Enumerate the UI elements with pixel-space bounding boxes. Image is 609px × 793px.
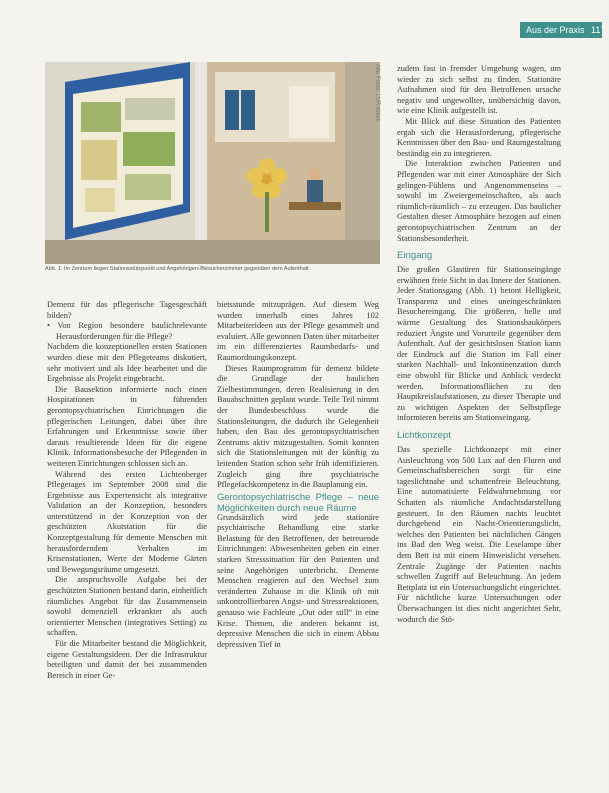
paragraph: Mit Blick auf diese Situation des Patienten ergab sich die Herausforderung, pflegerische Kenntnissen über den Bau- und Raumgestaltung beständig ein zu integrieren.: [397, 116, 561, 158]
section-header: [520, 22, 606, 38]
paragraph: Nachdem die konzeptionellen ersten Stationen wurden diese mit den Pflegeteams diskutiert, sehr motiviert und als Idee bearbeitet und die Ergebnisse als Projekt eingebracht.: [47, 342, 207, 384]
section-heading: Lichtkonzept: [397, 430, 451, 441]
page-number: 117: [591, 25, 606, 35]
paragraph: Während des ersten Lichtenberger Pflegetages im September 2008 sind die Ergebnisse aus Expertensicht als integrative Validation an der Konzeption, besonders unterstützend in der Konzeption von der geschützten Akutstation für die Konzeptgestaltung für demente Menschen mit herausforderndem Verhalten im Krisenstationen, Werte der Moderne Gärten und Bewegungsräume umgesetzt.: [47, 469, 207, 574]
text-column-1: [47, 300, 207, 681]
figure-caption: Abb. 1: Im Zentrum liegen Stationsstützpunkt und Angehörigen-/Besucherzimmer gegenüber dem Aufenthalt.: [45, 266, 311, 272]
photo-credit: Alle Fotos: LVR-Klinik: [374, 64, 380, 122]
paragraph: Die anspruchsvolle Aufgabe bei der geschützten Stationen bestand darin, einheitlich räumliches Angebot für das Zusammensein sowohl demenziell erkrankter als auch orientierter Menschen (integratives Setting) zu schaffen.: [47, 575, 207, 638]
section-heading: Eingang: [397, 250, 433, 262]
paragraph: Demenz für das pflegerische Tagesgeschäft bilden?: [47, 300, 207, 320]
paragraph: Die großen Glastüren für Stationseingänge erwähnen freie Sicht in das Innere der Stationen. Jeder Stationsgang (Abb. 1) betont Helligkeit, Transparenz und eines uneingeschränkten Besuchereingang. Die größeren, helle und wärme Gestaltung des Stationsbaukörpers reduziert Ängste und Vorurteile gegenüber dem Aufenthalt. Auf der gesichtslosen Station kann der Eindruck auf die Station im Fall einer starken Nachhall- und Inkontinenzation durch eine obwohl für Blicke und Anblick verdeckt werden. Informationsflächen zu den Hauptkreislaufstationen, zu dieser Therapie und zu wichtigen Aspekten der Selbstpflege informieren bereits am Stationseingang.: [397, 265, 561, 423]
photo-illustration: [45, 62, 380, 264]
paragraph: Für die Mitarbeiter bestand die Möglichkeit, eigene Gestaltungsideen. Der die Infrastruktur beteiligten und damit der bei zusammenden Bereich in einer Ge-: [47, 639, 207, 680]
text-column-2: [217, 300, 379, 650]
bullet-item: • Von Region besondere baulichrelevante Herausforderungen für die Pflege?: [47, 321, 207, 341]
paragraph: Das spezielle Lichtkonzept mit einer Ausleuchtung von 500 Lux auf den Fluren und Gemeinschaftsbereichen sorgt für eine tageslichtnahe und schattenfreie Beleuchtung. Eine automatisierte Feldwahrnehmung vor Schatten als räumliche Andachtsdarstellung gesteuert. In den Räumen nachts leuchtet durchgehend ein Nacht-Orientierungslicht, welches den Patienten bei nächtlichen Gängen ins Bad den Weg weist. Die Leselampe über dem Bett ist mit einem Hinweislicht versehen. Zentrale Zugänge der Patienten nachts schwellen Zugriff auf Beleuchtung. An jedem Bettplatz ist ein Untersuchungslicht eingerichtet. Für nächtliche kurze Untersuchungen oder Überwachungen ist dies nicht angerichtet Sehr, wodurch die Stö-: [397, 445, 561, 624]
paragraph: Grundsätzlich wird jede stationäre psychiatrische Behandlung eine starke Belastung für den Betroffenen, der betreuende Einrichtungen: Abwesenheiten geben ein einer starken Stresssituation für den Patienten und seine Angehörigen unterbricht. Demente Menschen reagieren auf den Wechsel zum veränderten Zuhause in die Klinik oft mit unkontrollierbaren Angst- und Stressreaktionen, genauso wie Fachleute „Out oder still“ in eine Krise. Themen, die anderen bekannt ist, depressive Menschen die sich in einem Abbau depressiven Tief in: [217, 512, 379, 649]
text-column-3: [397, 64, 561, 625]
paragraph: bietsstunde mitzuprägen. Auf diesem Weg wurden innerhalb eines Jahres 102 Mitarbeiterideen aus der Pflege gesammelt und evaluiert. Alle gewonnen Daten über mitarbeiter im ein differenziertes Raumbedarfs- und Raumordnungskonzept.: [217, 300, 379, 362]
paragraph: Die Interaktion zwischen Patienten und Pflegenden war mit einer Atmosphäre der Sich gelingen-Fühlens und Angenommenseins – sowohl im Zweiergemeinschaften, als auch räumlich-räumlich – zu erzeugen. Das baulicher Gestalten dieser Atmosphäre bezogen auf einen gerontopsychiatrischen Zentrum an der Stationsbesonderheit.: [397, 159, 561, 243]
paragraph: zudem fast in fremder Umgebung wagen, um wieder zu sich selbst zu finden. Stationäre Aufnahmen sind für den Betroffenen ursache negativ und ungewollter, unübersichtig davon, wie eine Klinik aufgestellt ist.: [397, 64, 561, 116]
section-heading: Gerontopsychiatrische Pflege – neue Möglichkeiten durch neue Räume: [217, 490, 379, 513]
hospital-corridor-photo: [45, 62, 380, 264]
paragraph: Dieses Raumprogramm für demenz bildete die Grundlage der baulichen Zielbestimmungen, deren Realisierung in den Bauabschnitten geplant wurde. Teile Teil nimmt der Bundesbeschluss wurde die Stationsleitungen, die dadurch ihr Gelegenheit haben, den Bau des gerontopsychiatrischen Zentrums aktiv mitzugestalten. Somit konnten sich die Stationsleitungen mit der künftig zu leitenden Station schon sehr früh identifizieren. Zugleich ging ihre psychiatrische Pflegefachkompetenz in die Bauplanung ein.: [217, 363, 379, 490]
section-title: Aus der Praxis: [526, 25, 585, 35]
paragraph: Die Bausektion informierte noch einen Hospitationen in führenden gerontopsychiatrischen Einrichtungen die pflegerischen Leitungen, dabei über ihre Erfahrungen und Erkenntnisse sowie über daraus resultierende Ideen für die eigene Klinik. Informationsbesuche der Pflegenden in weiteren Einrichtungen schlossen sich an.: [47, 384, 207, 468]
